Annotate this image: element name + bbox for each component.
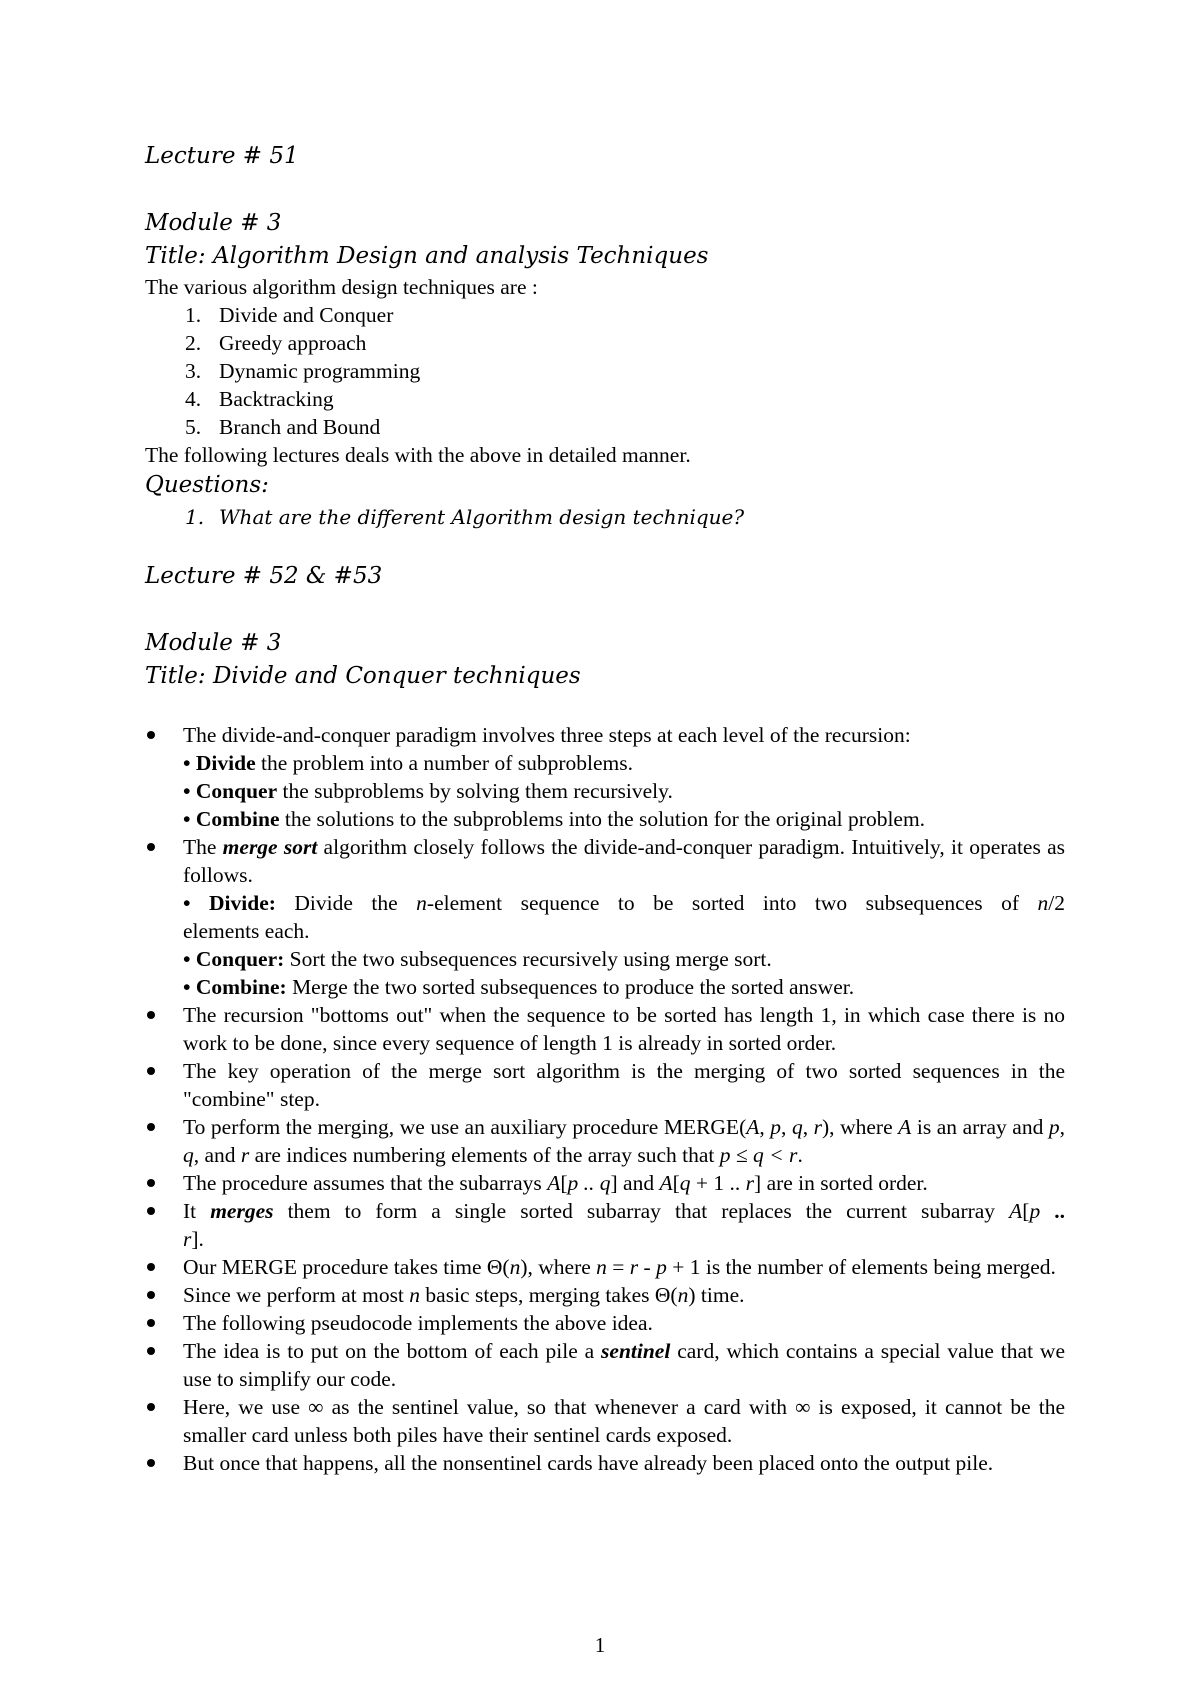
lecture-51-module: Module # 3 [145, 210, 282, 236]
bullet-item: The merge sort algorithm closely follows the divide-and-conquer paradigm. Intuitively, it operates as follows. • Divide: Divide the n-element sequence to be sorted into two subsequences of n/2 elements each. • Conquer: Sort the two subsequences recursively using merge sort. • Combine: Merge the two sorted subsequences to produce the sorted answer. [145, 833, 1065, 1001]
bullet-item: The recursion "bottoms out" when the sequence to be sorted has length 1, in which case there is no work to be done, since every sequence of length 1 is already in sorted order. [145, 1001, 1065, 1057]
lecture-52-module: Module # 3 [145, 630, 282, 656]
question-item: 1. What are the different Algorithm design technique? [185, 505, 745, 529]
bullet-item: The key operation of the merge sort algorithm is the merging of two sorted sequences in the "combine" step. [145, 1057, 1065, 1113]
page-content [145, 140, 1065, 1477]
divide-conquer-bullets [145, 721, 1065, 1477]
lecture-52-title: Lecture # 52 & #53 [145, 563, 383, 589]
bullet-item: The procedure assumes that the subarrays A[p .. q] and A[q + 1 .. r] are in sorted order. [145, 1169, 1065, 1197]
technique-item: 4. Backtracking [185, 387, 334, 411]
technique-item: 3. Dynamic programming [185, 359, 421, 383]
bullet-item: The divide-and-conquer paradigm involves three steps at each level of the recursion: • Divide the problem into a number of subproblems. • Conquer the subproblems by solving them recursively. • Combine the solutions to the subproblems into the solution for the original problem. [145, 721, 1065, 833]
page-number: 1 [594, 1633, 606, 1657]
bullet-item: It merges them to form a single sorted subarray that replaces the current subarray A[p .. r]. [145, 1197, 1065, 1253]
techniques-list [145, 301, 1065, 441]
technique-item: 2. Greedy approach [185, 331, 367, 355]
lecture-52-module-title: Title: Divide and Conquer techniques [145, 663, 581, 689]
lecture-51-title: Lecture # 51 [145, 143, 299, 169]
followup-text: The following lectures deals with the above in detailed manner. [145, 443, 691, 467]
technique-item: 5. Branch and Bound [185, 415, 381, 439]
bullet-item: To perform the merging, we use an auxiliary procedure MERGE(A, p, q, r), where A is an array and p, q, and r are indices numbering elements of the array such that p ≤ q < r. [145, 1113, 1065, 1169]
bullet-item: The idea is to put on the bottom of each pile a sentinel card, which contains a special value that we use to simplify our code. [145, 1337, 1065, 1393]
bullet-item: Our MERGE procedure takes time Θ(n), where n = r - p + 1 is the number of elements being merged. [145, 1253, 1065, 1281]
techniques-intro: The various algorithm design techniques are : [145, 275, 538, 299]
questions-heading: Questions: [145, 472, 269, 498]
bullet-item: Since we perform at most n basic steps, merging takes Θ(n) time. [145, 1281, 1065, 1309]
bullet-item: Here, we use ∞ as the sentinel value, so that whenever a card with ∞ is exposed, it cannot be the smaller card unless both piles have their sentinel cards exposed. [145, 1393, 1065, 1449]
lecture-51-module-title: Title: Algorithm Design and analysis Techniques [145, 243, 709, 269]
bullet-item: The following pseudocode implements the above idea. [145, 1309, 1065, 1337]
technique-item: 1. Divide and Conquer [185, 303, 394, 327]
bullet-item: But once that happens, all the nonsentinel cards have already been placed onto the output pile. [145, 1449, 1065, 1477]
